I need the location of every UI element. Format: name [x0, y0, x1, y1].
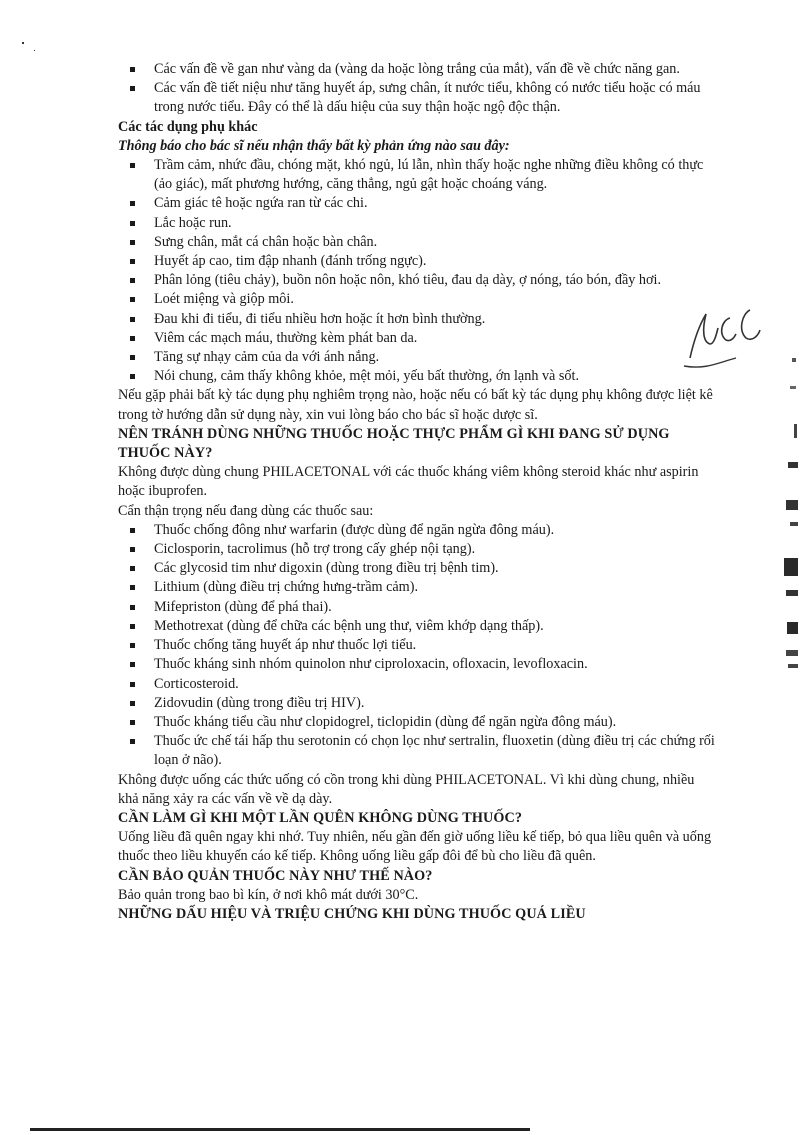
scan-speck	[34, 50, 35, 51]
list-item: Thuốc kháng sinh nhóm quinolon như ciproloxacin, ofloxacin, levofloxacin.	[118, 655, 718, 674]
list-item: Thuốc ức chế tái hấp thu serotonin có chọn lọc như sertralin, fluoxetin (dùng điều trị các chứng rối loạn ở não).	[118, 732, 718, 770]
avoid-intro: Không được dùng chung PHILACETONAL với các thuốc kháng viêm không steroid khác như aspirin hoặc ibuprofen.	[118, 464, 699, 500]
bottom-scan-border	[30, 1128, 530, 1131]
list-item: Thuốc chống đông như warfarin (được dùng để ngăn ngừa đông máu).	[118, 521, 718, 540]
alcohol-warning: Không được uống các thức uống có cồn trong khi dùng PHILACETONAL. Vì khi dùng chung, nhiều khả năng xảy ra các vấn về về dạ dày.	[118, 771, 695, 807]
top-bullet-list	[118, 60, 718, 118]
storage-heading: CẦN BẢO QUẢN THUỐC NÀY NHƯ THẾ NÀO?	[118, 867, 433, 884]
list-item: Mifepriston (dùng để phá thai).	[118, 598, 718, 617]
document-body	[118, 60, 718, 924]
list-item: Ciclosporin, tacrolimus (hỗ trợ trong cấy ghép nội tạng).	[118, 540, 718, 559]
missed-dose-heading: CẦN LÀM GÌ KHI MỘT LẦN QUÊN KHÔNG DÙNG THUỐC?	[118, 809, 523, 826]
scan-speck	[22, 42, 24, 44]
list-item: Lắc hoặc run.	[118, 214, 718, 233]
overdose-heading: NHỮNG DẤU HIỆU VÀ TRIỆU CHỨNG KHI DÙNG THUỐC QUÁ LIỀU	[118, 905, 586, 922]
list-item: Trầm cảm, nhức đầu, chóng mặt, khó ngủ, lú lẫn, nhìn thấy hoặc nghe những điều không có thực (ảo giác), mất phương hướng, căng thẳng, ngủ gật hoặc choáng váng.	[118, 156, 718, 194]
list-item: Loét miệng và giộp môi.	[118, 290, 718, 309]
storage-text: Bảo quản trong bao bì kín, ở nơi khô mát dưới 30°C.	[118, 886, 419, 903]
list-item: Đau khi đi tiểu, đi tiểu nhiều hơn hoặc ít hơn bình thường.	[118, 310, 718, 329]
other-effects-subheading: Thông báo cho bác sĩ nếu nhận thấy bất kỳ phản ứng nào sau đây:	[118, 137, 510, 154]
list-item: Các vấn đề tiết niệu như tăng huyết áp, sưng chân, ít nước tiểu, không có nước tiểu hoặc có máu trong nước tiểu. Đây có thể là dấu hiệu của suy thận hoặc ngộ độc thận.	[118, 79, 718, 117]
avoid-caution: Cẩn thận trọng nếu đang dùng các thuốc sau:	[118, 502, 374, 519]
list-item: Thuốc kháng tiểu cầu như clopidogrel, ticlopidin (dùng để ngăn ngừa đông máu).	[118, 713, 718, 732]
list-item: Các vấn đề về gan như vàng da (vàng da hoặc lòng trắng của mắt), vấn đề về chức năng gan.	[118, 60, 718, 79]
list-item: Methotrexat (dùng để chữa các bệnh ung thư, viêm khớp dạng thấp).	[118, 617, 718, 636]
list-item: Corticosteroid.	[118, 675, 718, 694]
list-item: Cảm giác tê hoặc ngứa ran từ các chi.	[118, 194, 718, 213]
list-item: Tăng sự nhạy cảm của da với ánh nắng.	[118, 348, 718, 367]
list-item: Thuốc chống tăng huyết áp như thuốc lợi tiểu.	[118, 636, 718, 655]
list-item: Lithium (dùng điều trị chứng hưng-trầm cảm).	[118, 578, 718, 597]
avoid-heading: NÊN TRÁNH DÙNG NHỮNG THUỐC HOẶC THỰC PHẨM GÌ KHI ĐANG SỬ DỤNG THUỐC NÀY?	[118, 425, 670, 462]
other-effects-note: Nếu gặp phải bất kỳ tác dụng phụ nghiêm trọng nào, hoặc nếu có bất kỳ tác dụng phụ không được liệt kê trong tờ hướng dẫn sử dụng này, xin vui lòng báo cho bác sĩ hoặc dược sĩ.	[118, 387, 713, 423]
list-item: Các glycosid tim như digoxin (dùng trong điều trị bệnh tim).	[118, 559, 718, 578]
list-item: Viêm các mạch máu, thường kèm phát ban da.	[118, 329, 718, 348]
interaction-drug-list	[118, 521, 718, 771]
list-item: Nói chung, cảm thấy không khỏe, mệt mỏi, yếu bất thường, ớn lạnh và sốt.	[118, 367, 718, 386]
list-item: Huyết áp cao, tim đập nhanh (đánh trống ngực).	[118, 252, 718, 271]
other-effects-heading: Các tác dụng phụ khác	[118, 118, 258, 135]
scan-edge-marks	[778, 350, 800, 710]
list-item: Sưng chân, mắt cá chân hoặc bàn chân.	[118, 233, 718, 252]
handwritten-signature-icon	[676, 300, 776, 380]
other-effects-list	[118, 156, 718, 386]
missed-dose-text: Uống liều đã quên ngay khi nhớ. Tuy nhiên, nếu gần đến giờ uống liều kế tiếp, bỏ qua liều quên và uống thuốc theo liều khuyến cáo kế tiếp. Không uống liều gấp đôi để bù cho liều đã quên.	[118, 829, 712, 865]
list-item: Phân lỏng (tiêu chảy), buồn nôn hoặc nôn, khó tiêu, đau dạ dày, ợ nóng, táo bón, đầy hơi.	[118, 271, 718, 290]
list-item: Zidovudin (dùng trong điều trị HIV).	[118, 694, 718, 713]
